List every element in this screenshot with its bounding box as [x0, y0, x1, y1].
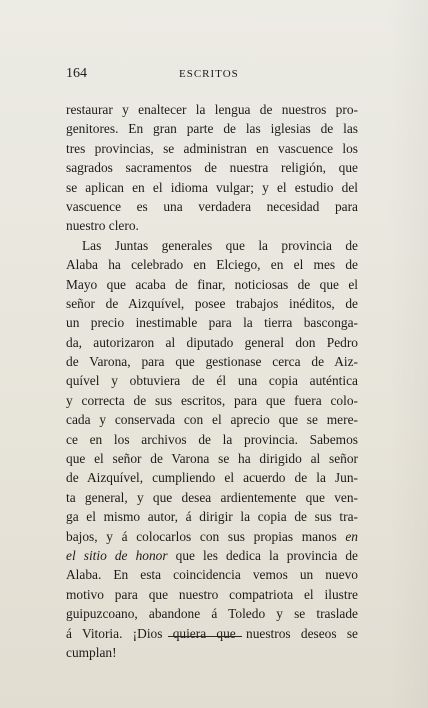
- text-line: que el señor de Varona se ha dirigido al señor: [66, 451, 358, 467]
- text-line: y correcta de sus escritos, para que fuera colo-: [66, 392, 358, 408]
- text-line: guipuzcoano, abandone á Toledo y se traslade: [66, 606, 358, 622]
- text-line: á Vitoria. ¡Dios quiera que nuestros deseos se: [66, 625, 358, 641]
- text-line: señor de Aizquível, posee trabajos inéditos, de: [66, 295, 358, 311]
- text-line: cumplan!: [66, 644, 117, 660]
- text-line: de Aizquível, cumpliendo el acuerdo de la Jun-: [66, 470, 358, 486]
- text-line-with-italic: [66, 546, 358, 565]
- running-title: ESCRITOS: [179, 68, 239, 80]
- page-edge-shade: [388, 0, 428, 708]
- text-line: nuestro clero.: [66, 218, 139, 234]
- text-line: da, autorizaron al diputado general don Pedro: [66, 334, 358, 350]
- italic-segment: en: [345, 528, 358, 544]
- italic-phrase: el sitio de honor: [66, 547, 168, 563]
- text-line: ga el mismo autor, á dirigir la copia de sus tra-: [66, 509, 358, 525]
- text-segment: que les dedica la provincia de: [175, 547, 358, 563]
- text-line: ta general, y que desea ardientemente que ven-: [66, 489, 358, 505]
- body-text: [66, 100, 358, 662]
- page-header: [66, 66, 358, 82]
- text-line: cada y conservada con el aprecio que se mere-: [66, 412, 358, 428]
- text-line: Las Juntas generales que la provincia de: [82, 237, 358, 253]
- text-segment: bajos, y á colocarlos con sus propias manos: [66, 528, 337, 544]
- text-line: un precio inestimable para la tierra basconga-: [66, 315, 358, 331]
- text-line: Alaba ha celebrado en Elciego, en el mes de: [66, 257, 358, 273]
- page-number: 164: [66, 66, 87, 81]
- text-line: Alaba. En esta coincidencia vemos un nuevo: [66, 567, 358, 583]
- text-line: de Varona, para que gestionase cerca de Aiz-: [66, 354, 358, 370]
- text-line-with-italic: [66, 527, 358, 546]
- text-line: se aplican en el idioma vulgar; y el estudio del: [66, 179, 358, 195]
- text-line: Mayo que acaba de finar, noticiosas de que el: [66, 276, 358, 292]
- text-line: restaurar y enaltecer la lengua de nuestros pro-: [66, 102, 358, 117]
- text-line: sagrados sacramentos de nuestra religión, que: [66, 160, 358, 176]
- text-line: vascuence es una verdadera necesidad para: [66, 198, 358, 214]
- text-line: motivo para que nuestro compatriota el ilustre: [66, 586, 358, 602]
- text-line: genitores. En gran parte de las iglesias de las: [66, 121, 358, 137]
- text-line: tres provincias, se administran en vascuence los: [66, 140, 358, 156]
- text-line: ce en los archivos de la provincia. Sabemos: [66, 431, 358, 447]
- text-line: quível y obtuviera de él una copia auténtica: [66, 373, 358, 389]
- section-divider-rule: [168, 636, 242, 637]
